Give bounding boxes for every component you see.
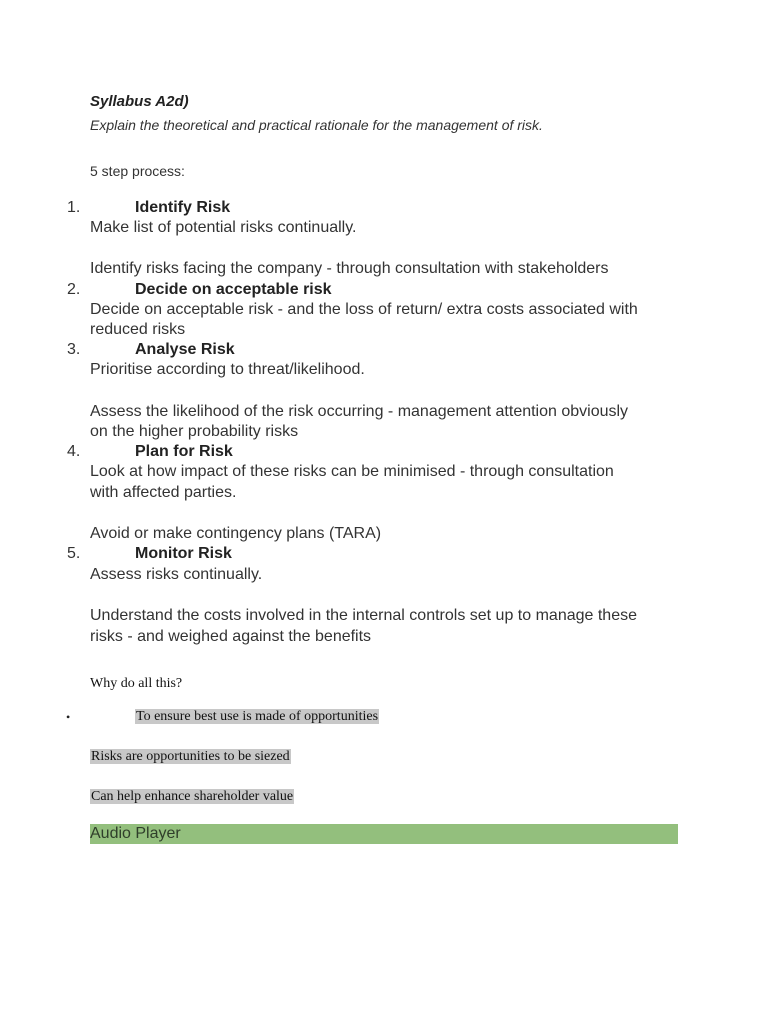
why-line-1 [90, 749, 291, 765]
step-3-title: Analyse Risk [135, 341, 235, 358]
why-bullet-item [135, 709, 379, 725]
why-line-2-text: Can help enhance shareholder value [91, 789, 294, 804]
syllabus-heading: Syllabus A2d) [90, 93, 189, 110]
step-4-number: 4. [67, 443, 81, 460]
why-line-2 [90, 789, 294, 805]
step-3-line-2: Assess the likelihood of the risk occurring - management attention obviously [90, 403, 629, 420]
syllabus-subheading: Explain the theoretical and practical rationale for the management of risk. [90, 117, 543, 133]
step-5-number: 5. [67, 545, 81, 562]
step-5-title: Monitor Risk [135, 545, 232, 562]
intro-text: 5 step process: [90, 163, 185, 179]
step-4-title: Plan for Risk [135, 443, 233, 460]
bullet-marker: • [66, 710, 71, 724]
step-1-number: 1. [67, 199, 81, 216]
audio-player-label: Audio Player [90, 825, 181, 842]
step-2-title: Decide on acceptable risk [135, 281, 332, 298]
step-2-line-1: Decide on acceptable risk - and the loss of return/ extra costs associated with [90, 301, 638, 318]
why-question: Why do all this? [90, 676, 183, 691]
step-3-line-3: on the higher probability risks [90, 423, 299, 440]
step-4-line-2: with affected parties. [90, 484, 237, 501]
step-5-line-2: Understand the costs involved in the internal controls set up to manage these [90, 607, 637, 624]
step-3-line-1: Prioritise according to threat/likelihood. [90, 361, 365, 378]
step-1-title: Identify Risk [135, 199, 231, 216]
step-1-line-2: Identify risks facing the company - through consultation with stakeholders [90, 260, 609, 277]
why-line-1-text: Risks are opportunities to be siezed [91, 749, 290, 764]
step-5-line-1: Assess risks continually. [90, 566, 263, 583]
step-4-line-1: Look at how impact of these risks can be minimised - through consultation [90, 463, 614, 480]
step-2-line-2: reduced risks [90, 321, 186, 338]
why-bullet-text: To ensure best use is made of opportunities [136, 709, 379, 724]
audio-player[interactable] [90, 824, 678, 844]
step-1-line-1: Make list of potential risks continually. [90, 219, 357, 236]
step-5-line-3: risks - and weighed against the benefits [90, 628, 372, 645]
step-2-number: 2. [67, 281, 81, 298]
step-3-number: 3. [67, 341, 81, 358]
step-4-line-3: Avoid or make contingency plans (TARA) [90, 525, 382, 542]
